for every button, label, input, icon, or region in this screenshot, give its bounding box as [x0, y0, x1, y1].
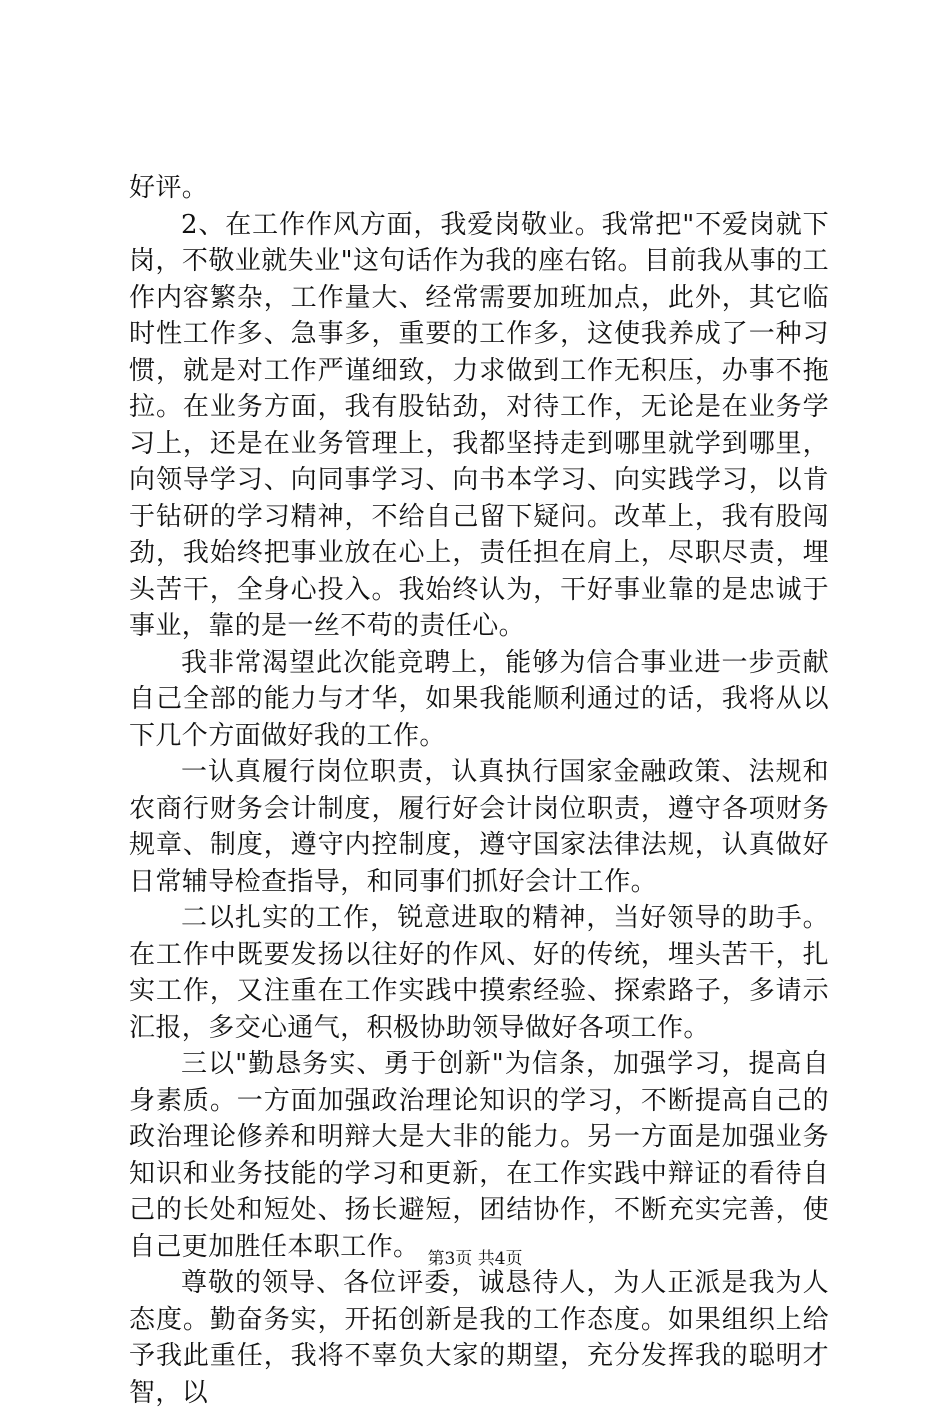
paragraph-5: 二以扎实的工作，锐意进取的精神，当好领导的助手。在工作中既要发扬以往好的作风、好的传统，埋头苦干，扎实工作，又注重在工作实践中摸索经验、探索路子，多请示汇报，多交心通气，积极协助领导做好各项工作。 — [129, 903, 829, 1043]
paragraph-7: 尊敬的领导、各位评委，诚恳待人，为人正派是我为人态度。勤奋务实，开拓创新是我的工作态度。如果组织上给予我此重任，我将不辜负大家的期望，充分发挥我的聪明才智，以 — [129, 1268, 829, 1408]
paragraph-3: 我非常渴望此次能竞聘上，能够为信合事业进一步贡献自己全部的能力与才华，如果我能顺利通过的话，我将从以下几个方面做好我的工作。 — [129, 647, 829, 751]
paragraph-4: 一认真履行岗位职责，认真执行国家金融政策、法规和农商行财务会计制度，履行好会计岗位职责，遵守各项财务规章、制度，遵守内控制度，遵守国家法律法规，认真做好日常辅导检查指导，和同事们抓好会计工作。 — [129, 757, 829, 897]
paragraph-6: 三以"勤恳务实、勇于创新"为信条，加强学习，提高自身素质。一方面加强政治理论知识的学习，不断提高自己的政治理论修养和明辩大是大非的能力。另一方面是加强业务知识和业务技能的学习和更新，在工作实践中辩证的看待自己的长处和短处、扬长避短，团结协作，不断充实完善，使自己更加胜任本职工作。 — [129, 1049, 829, 1262]
document-body — [129, 170, 829, 1411]
paragraph-2: 2、在工作作风方面，我爱岗敬业。我常把"不爱岗就下岗，不敬业就失业"这句话作为我的座右铭。目前我从事的工作内容繁杂，工作量大、经常需要加班加点，此外，其它临时性工作多、急事多，重要的工作多，这使我养成了一种习惯，就是对工作严谨细致，力求做到工作无积压，办事不拖拉。在业务方面，我有股钻劲，对待工作，无论是在业务学习上，还是在业务管理上，我都坚持走到哪里就学到哪里，向领导学习、向同事学习、向书本学习、向实践学习，以肯于钻研的学习精神，不给自己留下疑问。改革上，我有股闯劲，我始终把事业放在心上，责任担在肩上，尽职尽责，埋头苦干，全身心投入。我始终认为，干好事业靠的是忠诚于事业，靠的是一丝不苟的责任心。 — [129, 209, 829, 641]
page-footer: 第3页 共4页 — [427, 1249, 523, 1269]
paragraph-1: 好评。 — [129, 173, 209, 203]
